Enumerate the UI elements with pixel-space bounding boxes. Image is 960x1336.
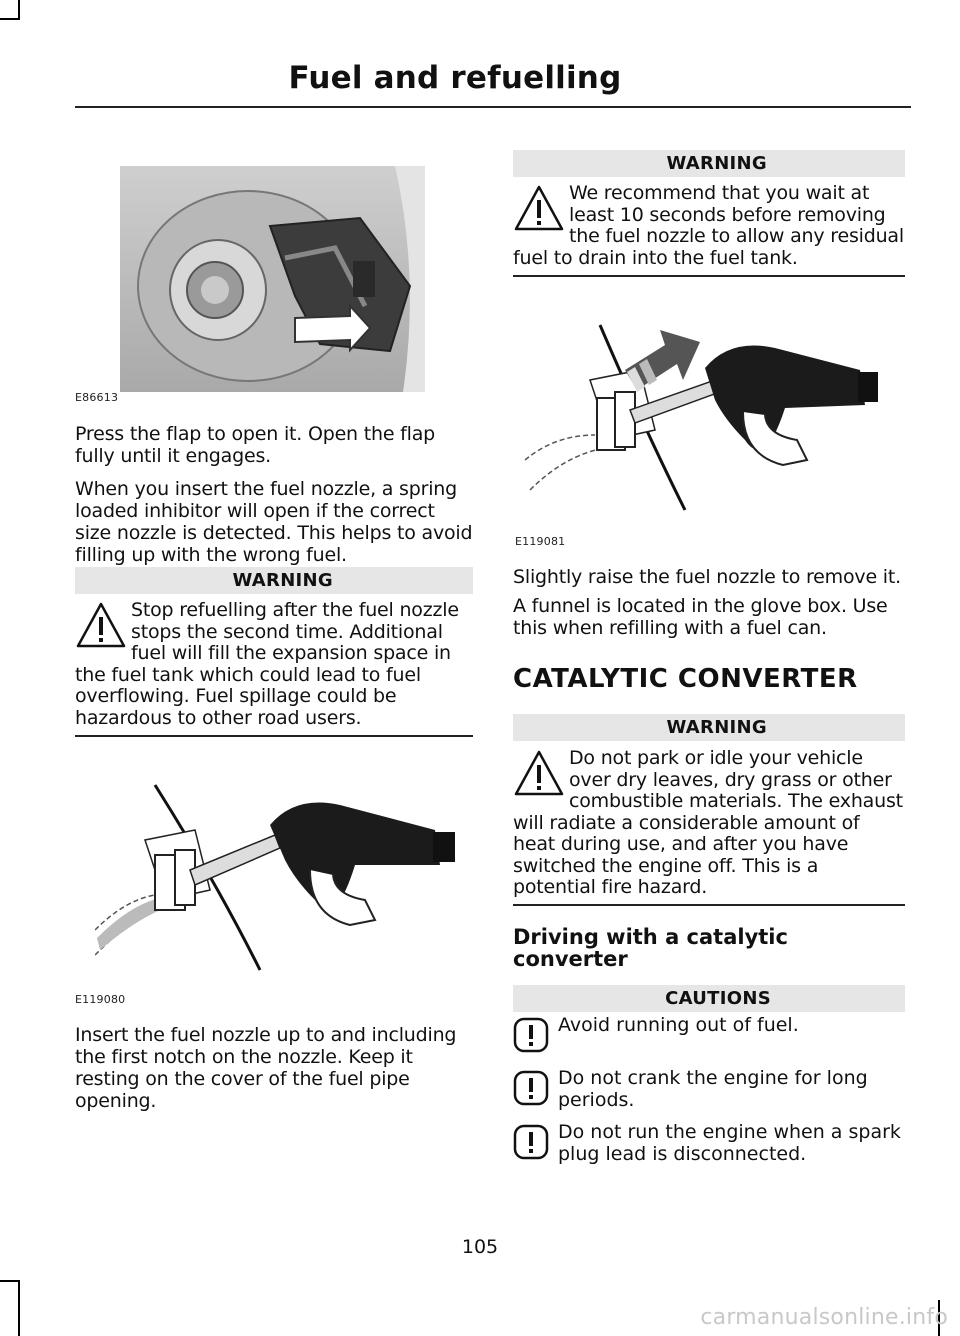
page-title: Fuel and refuelling: [288, 60, 622, 96]
warning-text-content: We recommend that you wait at least 10 seconds before removing the fuel nozzle to allow any residual fuel to drain into the fuel tank.: [513, 182, 904, 269]
warning-text: [513, 183, 905, 269]
page-number: 105: [461, 1236, 499, 1258]
right-para-1: [513, 566, 905, 588]
subsection-title: Driving with a catalytic converter: [513, 925, 788, 971]
caution-item: [513, 1015, 905, 1059]
watermark: carmanualsonline.info: [700, 1305, 948, 1330]
cautions-header: CAUTIONS: [513, 985, 905, 1012]
figure-nozzle-remove: [515, 320, 890, 520]
warning-text: [513, 748, 905, 899]
crop-mark: [0, 18, 20, 20]
left-para-1: [75, 423, 473, 467]
warning-triangle-icon: [75, 600, 127, 652]
caution-text: Avoid running out of fuel.: [558, 1014, 799, 1036]
warning-triangle-icon: [513, 183, 565, 235]
figure-code: E119080: [75, 993, 126, 1006]
left-para-2: [75, 478, 473, 566]
crop-mark: [18, 1280, 20, 1336]
right-para-2: [513, 595, 905, 639]
caution-exclamation-icon: [513, 1070, 549, 1112]
caution-text: Do not run the engine when a spark plug lead is disconnected.: [558, 1121, 901, 1165]
warning-text-content: Do not park or idle your vehicle over dry leaves, dry grass or other combustible materials. The exhaust will radiate a considerable amount of heat during use, and after you have switched the engine off. This is a potential fire hazard.: [513, 747, 903, 898]
figure-nozzle-insert: [95, 780, 475, 975]
warning-text-content: Stop refuelling after the fuel nozzle stops the second time. Additional fuel will fill the expansion space in the fuel tank which could lead to fuel overflowing. Fuel spillage could be hazardous to other road users.: [75, 599, 459, 729]
section-title: CATALYTIC CONVERTER: [513, 664, 858, 694]
paragraph: When you insert the fuel nozzle, a spring loaded inhibitor will open if the correct size nozzle is detected. This helps to avoid filling up with the wrong fuel.: [75, 478, 473, 566]
paragraph: Insert the fuel nozzle up to and including the first notch on the nozzle. Keep it resting on the cover of the fuel pipe opening.: [75, 1024, 457, 1112]
left-para-3: [75, 1024, 473, 1112]
paragraph: Press the flap to open it. Open the flap fully until it engages.: [75, 423, 436, 467]
header-divider: [75, 106, 911, 108]
warning-divider: [75, 735, 473, 737]
caution-item: [513, 1068, 905, 1112]
warning-divider: [513, 275, 905, 277]
paragraph: Slightly raise the fuel nozzle to remove it.: [513, 566, 901, 588]
figure-code: E86613: [75, 391, 119, 404]
warning-header: WARNING: [513, 714, 905, 741]
warning-header: WARNING: [513, 150, 905, 177]
crop-mark: [0, 1280, 20, 1282]
warning-divider: [513, 904, 905, 906]
caution-text: Do not crank the engine for long periods.: [558, 1067, 868, 1111]
figure-code: E119081: [515, 535, 566, 548]
caution-exclamation-icon: [513, 1017, 549, 1059]
paragraph: A funnel is located in the glove box. Use this when refilling with a fuel can.: [513, 595, 888, 639]
warning-triangle-icon: [513, 748, 565, 800]
warning-header: WARNING: [75, 567, 473, 594]
warning-text: [75, 600, 473, 729]
crop-mark: [18, 0, 20, 20]
figure-fuel-flap: [120, 166, 425, 392]
caution-exclamation-icon: [513, 1124, 549, 1166]
caution-item: [513, 1122, 905, 1166]
